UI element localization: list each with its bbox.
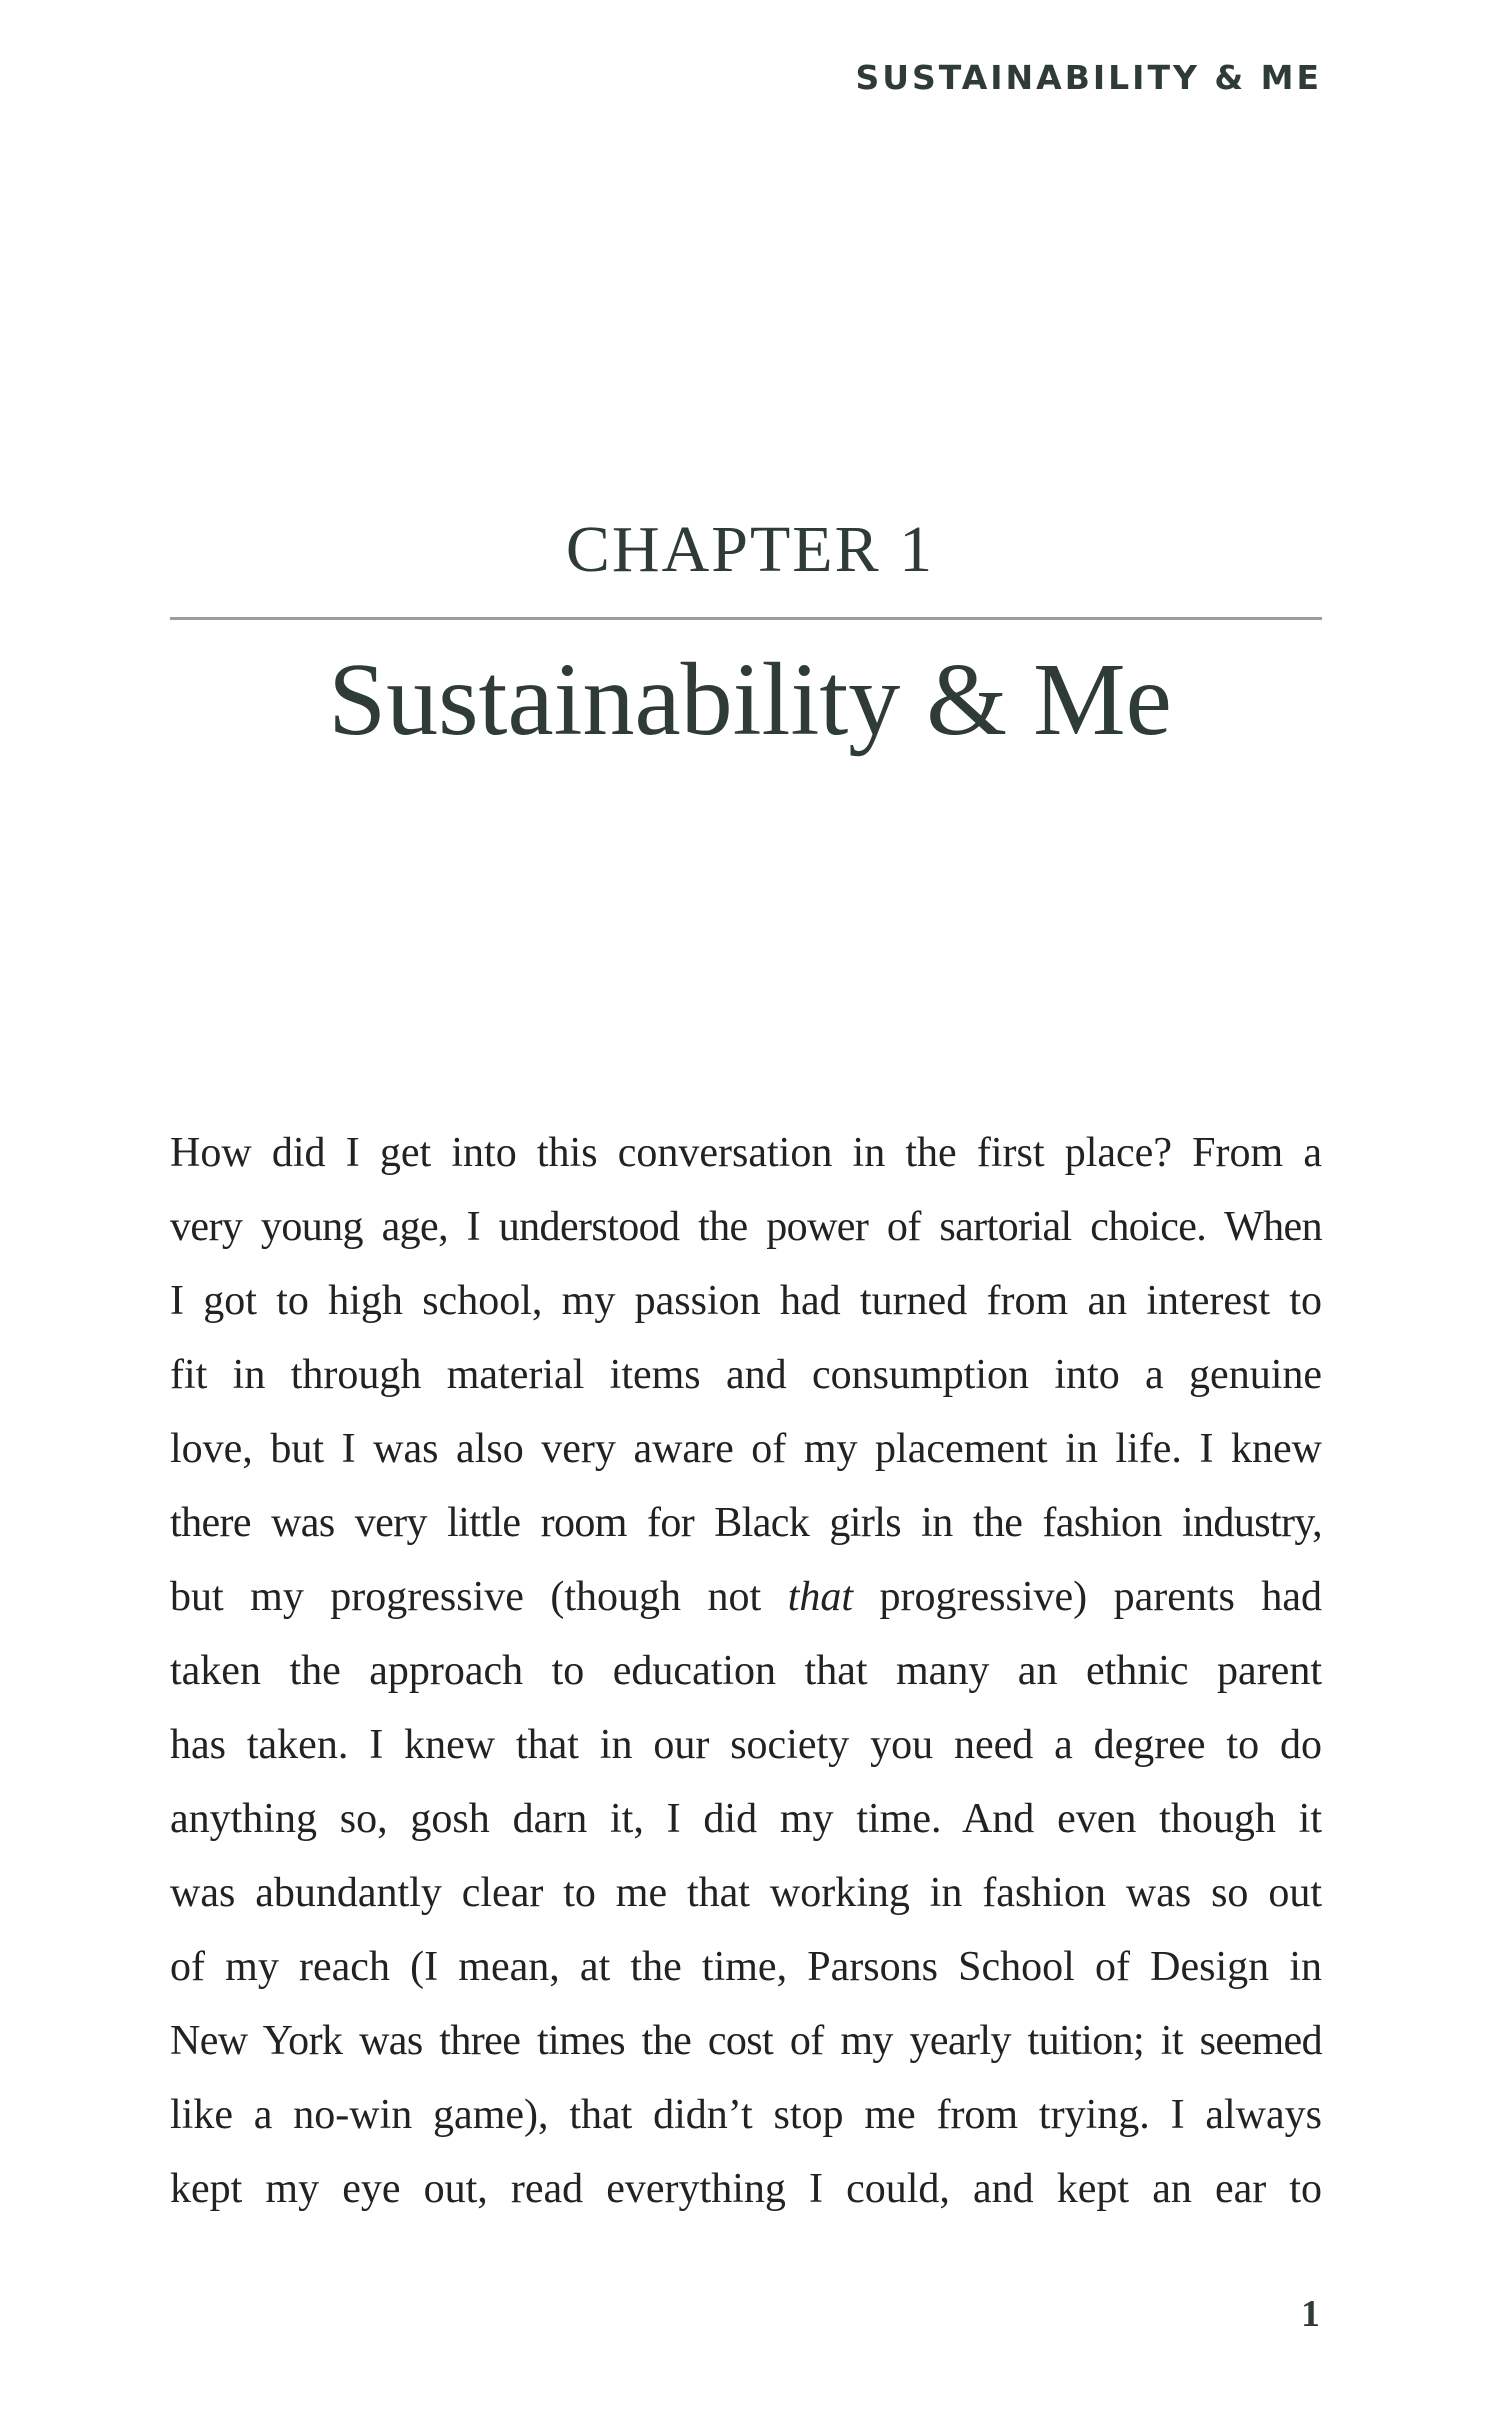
body-line: there was very little room for Black girls in the fashion industry, [170,1500,1322,1546]
page-number: 1 [1301,2293,1320,2335]
body-line: has taken. I knew that in our society you need a degree to do [170,1722,1322,1768]
body-text [170,1116,1322,2226]
chapter-label: CHAPTER 1 [565,513,935,586]
body-line: like a no-win game), that didn’t stop me from trying. I always [170,2092,1322,2138]
body-line [170,1560,1322,1634]
running-head: SUSTAINABILITY & ME [855,58,1322,97]
body-line: was abundantly clear to me that working in fashion was so out [170,1870,1322,1916]
body-line: I got to high school, my passion had turned from an interest to [170,1278,1322,1324]
body-line: anything so, gosh darn it, I did my time. And even though it [170,1796,1322,1842]
chapter-title: Sustainability & Me [328,642,1172,757]
body-line: How did I get into this conversation in the first place? From a [170,1130,1322,1176]
body-line: kept my eye out, read everything I could, and kept an ear to [170,2166,1322,2212]
body-line: fit in through material items and consumption into a genuine [170,1352,1322,1398]
body-line: taken the approach to education that many an ethnic parent [170,1648,1322,1694]
emphasis-text: that [787,1574,854,1620]
chapter-divider [170,617,1322,620]
body-line-segment: but my progressive (though not [170,1574,788,1620]
body-line-segment: progressive) parents had [853,1574,1322,1620]
body-line: love, but I was also very aware of my placement in life. I knew [170,1426,1322,1472]
body-line: very young age, I understood the power of sartorial choice. When [170,1204,1322,1250]
body-line: of my reach (I mean, at the time, Parsons School of Design in [170,1944,1322,1990]
body-line: New York was three times the cost of my yearly tuition; it seemed [170,2018,1322,2064]
